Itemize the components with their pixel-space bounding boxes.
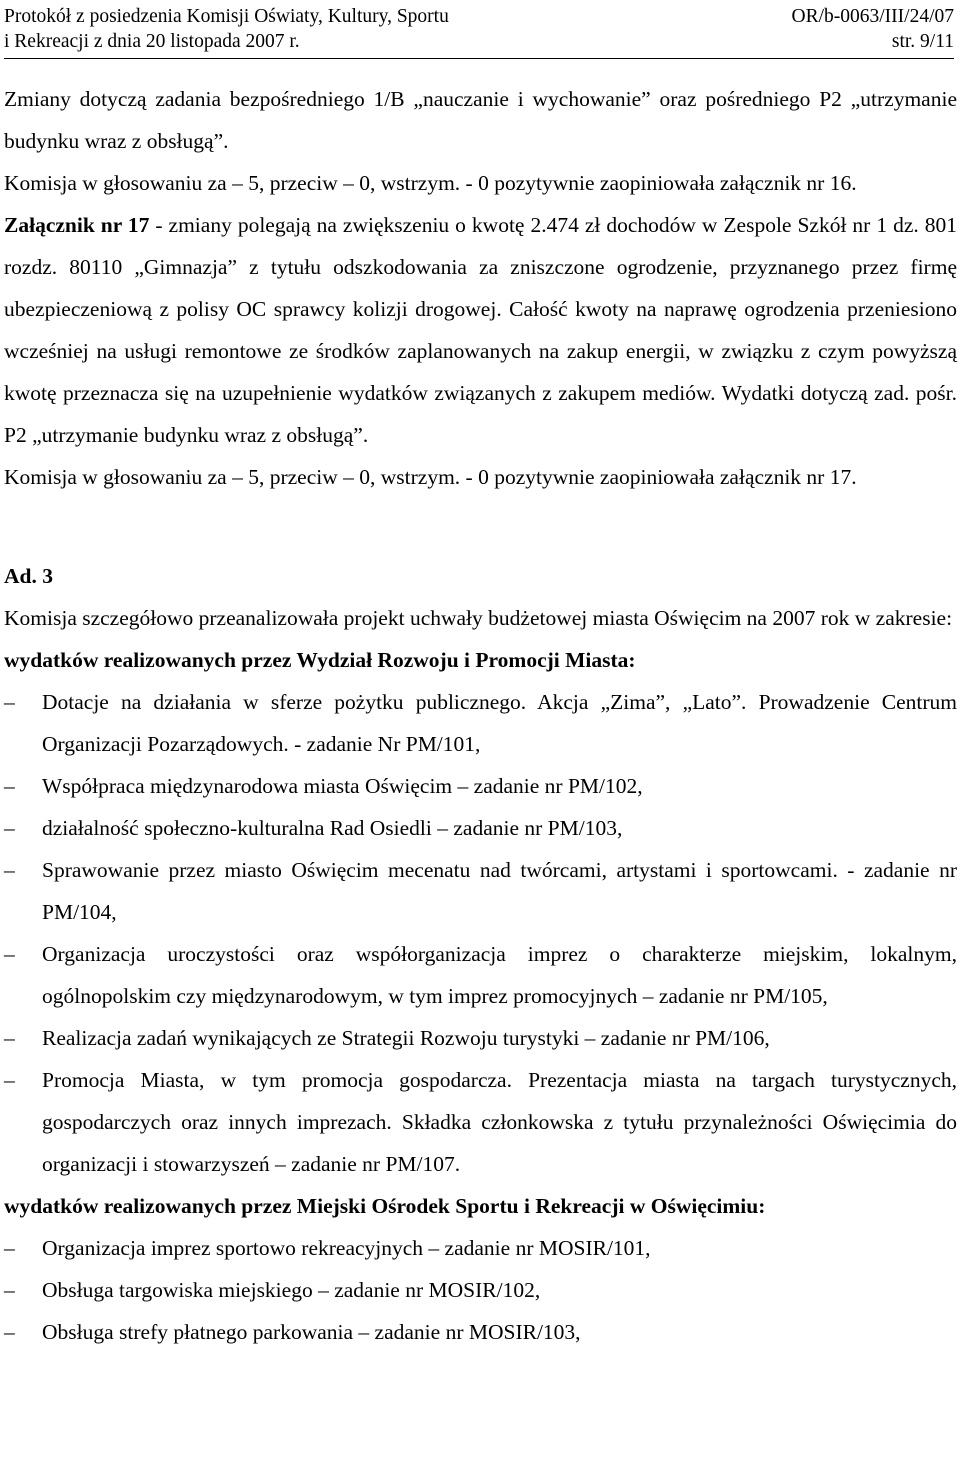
list-item: – Realizacja zadań wynikających ze Strategii Rozwoju turystyki – zadanie nr PM/106, <box>4 1017 957 1059</box>
dash-bullet: – <box>4 1278 15 1302</box>
list-item: – działalność społeczno-kulturalna Rad Osiedli – zadanie nr PM/103, <box>4 807 957 849</box>
list-mosir-tasks <box>4 1227 957 1353</box>
dash-bullet: – <box>4 1026 15 1050</box>
paragraph-changes: Zmiany dotyczą zadania bezpośredniego 1/B „nauczanie i wychowanie” oraz pośredniego P2 „utrzymanie budynku wraz z obsługą”. <box>4 87 957 153</box>
header-title-line1: Protokół z posiedzenia Komisji Oświaty, Kultury, Sportu <box>4 6 449 27</box>
list-item: – Organizacja imprez sportowo rekreacyjnych – zadanie nr MOSIR/101, <box>4 1227 957 1269</box>
dash-bullet: – <box>4 1320 15 1344</box>
paragraph-attachment-17 <box>4 204 957 456</box>
list-item: – Obsługa strefy płatnego parkowania – zadanie nr MOSIR/103, <box>4 1311 957 1353</box>
document-body <box>4 78 957 1353</box>
header-title-line2: i Rekreacji z dnia 20 listopada 2007 r. <box>4 31 300 52</box>
dash-bullet: – <box>4 774 15 798</box>
dash-bullet: – <box>4 858 15 882</box>
header-row-1 <box>4 4 954 29</box>
list-item: – Obsługa targowiska miejskiego – zadanie nr MOSIR/102, <box>4 1269 957 1311</box>
dash-bullet: – <box>4 1236 15 1260</box>
header-row-2 <box>4 29 954 54</box>
dash-bullet: – <box>4 1068 15 1092</box>
dash-bullet: – <box>4 690 15 714</box>
list-item: – Współpraca międzynarodowa miasta Oświęcim – zadanie nr PM/102, <box>4 765 957 807</box>
page-header <box>4 4 954 59</box>
attachment-17-text: - zmiany polegają na zwiększeniu o kwotę 2.474 zł dochodów w Zespole Szkół nr 1 dz. 801 rozdz. 80110 „Gimnazja” z tytułu odszkodowania za zniszczone ogrodzenie, przyznanego przez firmę ubezpieczeniową z polisy OC sprawcy kolizji drogowej. Całość kwoty na naprawę ogrodzenia przeniesiono wcześniej na usługi remontowe ze środków zaplanowanych na zakup energii, w związku z czym powyższą kwotę przeznacza się na uzupełnienie wydatków związanych z zakupem mediów. Wydatki dotyczą zad. pośr. P2 „utrzymanie budynku wraz z obsługą”. <box>4 213 957 447</box>
attachment-17-label: Załącznik nr 17 <box>4 213 150 237</box>
list-item: – Organizacja uroczystości oraz współorganizacja imprez o charakterze miejskim, lokalnym, ogólnopolskim czy międzynarodowym, w tym imprez promocyjnych – zadanie nr PM/105, <box>4 933 957 1017</box>
section-heading-mosir: wydatków realizowanych przez Miejski Ośrodek Sportu i Rekreacji w Oświęcimiu: <box>4 1194 766 1218</box>
dash-bullet: – <box>4 942 15 966</box>
paragraph-vote-16: Komisja w głosowaniu za – 5, przeciw – 0, wstrzym. - 0 pozytywnie zaopiniowała załącznik nr 16. <box>4 171 857 195</box>
dash-bullet: – <box>4 816 15 840</box>
list-item: – Dotacje na działania w sferze pożytku publicznego. Akcja „Zima”, „Lato”. Prowadzenie Centrum Organizacji Pozarządowych. - zadanie Nr PM/101, <box>4 681 957 765</box>
header-page-number: str. 9/11 <box>891 31 954 52</box>
list-promotion-tasks <box>4 681 957 1185</box>
header-doc-ref: OR/b-0063/III/24/07 <box>791 6 954 27</box>
paragraph-budget-analysis: Komisja szczegółowo przeanalizowała projekt uchwały budżetowej miasta Oświęcim na 2007 rok w zakresie: <box>4 606 953 630</box>
ad3-heading: Ad. 3 <box>4 564 53 588</box>
section-heading-promotion: wydatków realizowanych przez Wydział Rozwoju i Promocji Miasta: <box>4 648 636 672</box>
paragraph-vote-17: Komisja w głosowaniu za – 5, przeciw – 0, wstrzym. - 0 pozytywnie zaopiniowała załącznik nr 17. <box>4 465 857 489</box>
list-item: – Promocja Miasta, w tym promocja gospodarcza. Prezentacja miasta na targach turystycznych, gospodarczych oraz innych imprezach. Składka członkowska z tytułu przynależności Oświęcimia do organizacji i stowarzyszeń – zadanie nr PM/107. <box>4 1059 957 1185</box>
list-item: – Sprawowanie przez miasto Oświęcim mecenatu nad twórcami, artystami i sportowcami. - zadanie nr PM/104, <box>4 849 957 933</box>
